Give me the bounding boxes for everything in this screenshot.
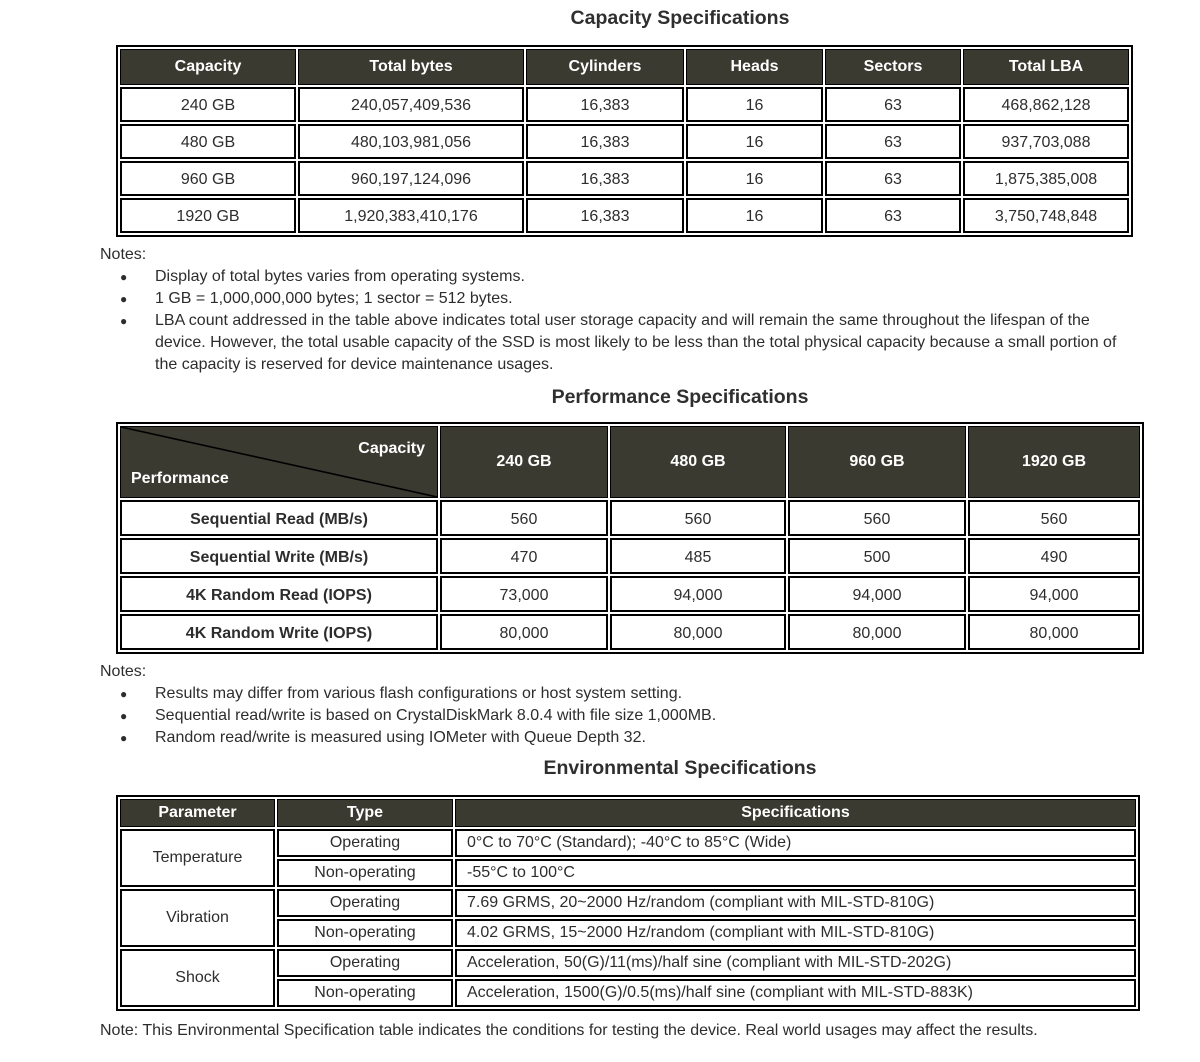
type-cell: Operating: [277, 829, 453, 857]
row-label: 4K Random Read (IOPS): [120, 576, 438, 612]
table-row: [120, 161, 1129, 196]
corner-label-performance: Performance: [131, 470, 229, 487]
type-cell: Operating: [277, 889, 453, 917]
cell: 1,875,385,008: [963, 161, 1129, 196]
cell: 80,000: [440, 614, 608, 650]
cell: 63: [825, 198, 961, 233]
environmental-note: Note: This Environmental Specification table indicates the conditions for testing the device. Real world usages may affect the results.: [100, 1022, 1038, 1039]
table-row: [120, 576, 1140, 612]
performance-table: [116, 422, 1144, 654]
performance-notes: [100, 661, 1120, 749]
cell: 240 GB: [120, 87, 296, 122]
cell: 94,000: [610, 576, 786, 612]
cell: 16,383: [526, 161, 684, 196]
cell: 560: [440, 500, 608, 536]
cell: 960,197,124,096: [298, 161, 524, 196]
spec-cell: 4.02 GRMS, 15~2000 Hz/random (compliant with MIL-STD-810G): [455, 919, 1136, 947]
capacity-table: [116, 45, 1133, 237]
cell: 937,703,088: [963, 124, 1129, 159]
capacity-notes: [100, 244, 1120, 376]
cell: 63: [825, 87, 961, 122]
row-label: Sequential Read (MB/s): [120, 500, 438, 536]
note-text: 1 GB = 1,000,000,000 bytes; 1 sector = 512 bytes.: [155, 290, 513, 307]
header-cell-sectors: Sectors: [825, 49, 961, 85]
note-text: LBA count addressed in the table above indicates total user storage capacity and will remain the same throughout the lifespan of the device. However, the total usable capacity of the SSD is most likely to be less than the total physical capacity because a small portion of the capacity is reserved for device maintenance usages.: [155, 312, 1117, 373]
cell: 16: [686, 87, 823, 122]
list-item: [100, 683, 1120, 705]
header-cell-specifications: Specifications: [455, 799, 1136, 827]
header-cell-parameter: Parameter: [120, 799, 275, 827]
cell: 1920 GB: [120, 198, 296, 233]
cell: 63: [825, 161, 961, 196]
performance-header-row: [120, 426, 1140, 498]
cell: 240,057,409,536: [298, 87, 524, 122]
header-cell-cylinders: Cylinders: [526, 49, 684, 85]
table-row: [120, 829, 1136, 857]
cell: 468,862,128: [963, 87, 1129, 122]
cell: 94,000: [968, 576, 1140, 612]
cell: 63: [825, 124, 961, 159]
header-cell-type: Type: [277, 799, 453, 827]
bullet-icon: ●: [120, 687, 128, 701]
cell: 16,383: [526, 87, 684, 122]
cell: 485: [610, 538, 786, 574]
table-row: [120, 949, 1136, 977]
list-item: [100, 705, 1120, 727]
cell: 16,383: [526, 124, 684, 159]
table-row: [120, 500, 1140, 536]
cell: 73,000: [440, 576, 608, 612]
header-cell-480gb: 480 GB: [610, 426, 786, 498]
cell: 480 GB: [120, 124, 296, 159]
header-cell-960gb: 960 GB: [788, 426, 966, 498]
type-cell: Non-operating: [277, 859, 453, 887]
cell: 490: [968, 538, 1140, 574]
table-row: [120, 614, 1140, 650]
cell: 94,000: [788, 576, 966, 612]
cell: 560: [788, 500, 966, 536]
cell: 480,103,981,056: [298, 124, 524, 159]
spec-cell: 0°C to 70°C (Standard); -40°C to 85°C (Wide): [455, 829, 1136, 857]
list-item: [100, 266, 1120, 288]
header-cell-1920gb: 1920 GB: [968, 426, 1140, 498]
cell: 80,000: [968, 614, 1140, 650]
parameter-cell-temperature: Temperature: [120, 829, 275, 887]
table-row: [120, 889, 1136, 917]
cell: 560: [610, 500, 786, 536]
table-row: [120, 124, 1129, 159]
note-text: Random read/write is measured using IOMeter with Queue Depth 32.: [155, 729, 646, 746]
note-text: Display of total bytes varies from operating systems.: [155, 268, 525, 285]
cell: 16,383: [526, 198, 684, 233]
table-row: [120, 198, 1129, 233]
bullet-icon: ●: [120, 709, 128, 723]
corner-label-capacity: Capacity: [358, 440, 425, 457]
list-item: [100, 288, 1120, 310]
type-cell: Non-operating: [277, 919, 453, 947]
header-cell-heads: Heads: [686, 49, 823, 85]
environmental-header-row: [120, 799, 1136, 827]
header-cell-240gb: 240 GB: [440, 426, 608, 498]
cell: 470: [440, 538, 608, 574]
notes-label: Notes:: [100, 663, 147, 680]
cell: 500: [788, 538, 966, 574]
row-label: 4K Random Write (IOPS): [120, 614, 438, 650]
type-cell: Operating: [277, 949, 453, 977]
environmental-section-title: Environmental Specifications: [543, 757, 817, 779]
performance-section-title: Performance Specifications: [551, 386, 809, 408]
cell: 560: [968, 500, 1140, 536]
cell: 16: [686, 124, 823, 159]
parameter-cell-shock: Shock: [120, 949, 275, 1007]
table-row: [120, 538, 1140, 574]
capacity-header-row: [120, 49, 1129, 85]
capacity-section-title: Capacity Specifications: [570, 7, 790, 29]
cell: 16: [686, 198, 823, 233]
environmental-table: [116, 795, 1140, 1011]
cell: 3,750,748,848: [963, 198, 1129, 233]
list-item: [100, 727, 1120, 749]
corner-header-cell: [120, 426, 438, 498]
spec-cell: Acceleration, 1500(G)/0.5(ms)/half sine (compliant with MIL-STD-883K): [455, 979, 1136, 1007]
type-cell: Non-operating: [277, 979, 453, 1007]
header-cell-capacity: Capacity: [120, 49, 296, 85]
bullet-icon: ●: [120, 270, 128, 284]
note-text: Sequential read/write is based on CrystalDiskMark 8.0.4 with file size 1,000MB.: [155, 707, 717, 724]
note-text: Results may differ from various flash configurations or host system setting.: [155, 685, 683, 702]
cell: 80,000: [610, 614, 786, 650]
bullet-icon: ●: [120, 314, 128, 328]
parameter-cell-vibration: Vibration: [120, 889, 275, 947]
cell: 1,920,383,410,176: [298, 198, 524, 233]
spec-cell: Acceleration, 50(G)/11(ms)/half sine (compliant with MIL-STD-202G): [455, 949, 1136, 977]
header-cell-total-lba: Total LBA: [963, 49, 1129, 85]
row-label: Sequential Write (MB/s): [120, 538, 438, 574]
spec-cell: -55°C to 100°C: [455, 859, 1136, 887]
bullet-icon: ●: [120, 731, 128, 745]
table-row: [120, 87, 1129, 122]
list-item: [100, 310, 1120, 376]
cell: 80,000: [788, 614, 966, 650]
header-cell-total-bytes: Total bytes: [298, 49, 524, 85]
bullet-icon: ●: [120, 292, 128, 306]
spec-cell: 7.69 GRMS, 20~2000 Hz/random (compliant with MIL-STD-810G): [455, 889, 1136, 917]
cell: 16: [686, 161, 823, 196]
notes-label: Notes:: [100, 246, 147, 263]
cell: 960 GB: [120, 161, 296, 196]
